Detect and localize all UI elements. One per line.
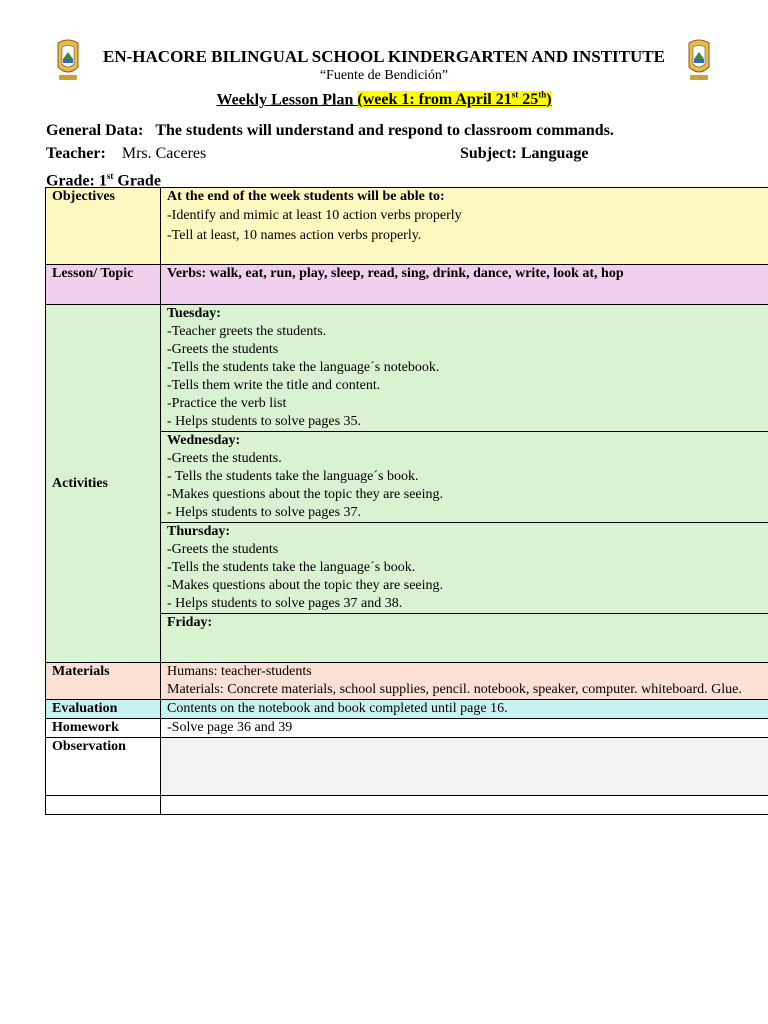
- activities-content: [161, 305, 768, 663]
- homework-row: [46, 719, 768, 738]
- day-title: Tuesday:: [167, 306, 221, 321]
- general-data: [46, 121, 614, 141]
- school-name: EN-HACORE BILINGUAL SCHOOL KINDERGARTEN AND INSTITUTE: [103, 47, 665, 66]
- activity-item: - Helps students to solve pages 37 and 38.: [167, 596, 403, 611]
- activity-item: -Makes questions about the topic they are seeing.: [167, 487, 444, 502]
- row-label-observation: Observation: [46, 738, 161, 796]
- evaluation-content: Contents on the notebook and book completed until page 16.: [161, 700, 768, 719]
- subject-label: Subject: Language: [460, 145, 589, 162]
- materials-content: [161, 663, 768, 700]
- activity-item: -Practice the verb list: [167, 396, 287, 411]
- activity-item: -Tells the students take the language´s notebook.: [167, 360, 440, 375]
- empty-cell: [46, 796, 161, 815]
- objective-item: -Identify and mimic at least 10 action verbs properly: [167, 208, 462, 223]
- activity-item: -Makes questions about the topic they are seeing.: [167, 578, 444, 593]
- objectives-heading: At the end of the week students will be able to:: [167, 189, 445, 204]
- empty-row: [46, 796, 768, 815]
- teacher-name: Mrs. Caceres: [121, 145, 207, 162]
- plan-title-week: (week 1: from April 21st 25th): [357, 90, 552, 109]
- materials-item: Humans: teacher-students: [167, 664, 312, 679]
- grade-line: Grade: 1st Grade: [46, 171, 161, 190]
- lesson-plan-table: [45, 187, 768, 815]
- row-label-objectives: Objectives: [46, 188, 161, 265]
- teacher-label: Teacher:: [46, 145, 106, 162]
- day-block-friday: [161, 614, 768, 662]
- activity-item: -Greets the students.: [167, 451, 282, 466]
- topic-content: Verbs: walk, eat, run, play, sleep, read, sing, drink, dance, write, look at, hop: [161, 265, 768, 305]
- objectives-content: [161, 188, 768, 265]
- day-title: Friday:: [167, 615, 213, 630]
- activity-item: -Greets the students: [167, 542, 279, 557]
- objectives-row: [46, 188, 768, 265]
- activity-item: -Tells the students take the language´s book.: [167, 560, 416, 575]
- row-label-evaluation: Evaluation: [46, 700, 161, 719]
- day-block-tuesday: [161, 305, 768, 432]
- teacher-line: [46, 144, 606, 164]
- observation-row: [46, 738, 768, 796]
- document-header: [0, 46, 768, 111]
- activities-row: [46, 305, 768, 663]
- row-label-materials: Materials: [46, 663, 161, 700]
- observation-content: [161, 738, 768, 796]
- row-label-homework: Homework: [46, 719, 161, 738]
- plan-title: Weekly Lesson Plan (week 1: from April 21st 25th): [216, 90, 552, 109]
- evaluation-row: [46, 700, 768, 719]
- general-data-value: The students will understand and respond to classroom commands.: [155, 122, 614, 139]
- activity-item: - Tells the students take the language´s book.: [167, 469, 419, 484]
- homework-content: -Solve page 36 and 39: [161, 719, 768, 738]
- objective-item: -Tell at least, 10 names action verbs properly.: [167, 228, 422, 243]
- day-title: Thursday:: [167, 524, 231, 539]
- day-block-thursday: [161, 523, 768, 614]
- activity-item: -Greets the students: [167, 342, 279, 357]
- materials-item: Materials: Concrete materials, school supplies, pencil. notebook, speaker, computer. whiteboard. Glue.: [167, 682, 742, 697]
- topic-row: [46, 265, 768, 305]
- activity-item: -Teacher greets the students.: [167, 324, 327, 339]
- row-label-activities: Activities: [46, 305, 161, 663]
- empty-cell: [161, 796, 768, 815]
- school-motto: “Fuente de Bendición”: [319, 68, 449, 83]
- activity-item: - Helps students to solve pages 37.: [167, 505, 362, 520]
- day-block-wednesday: [161, 432, 768, 523]
- row-label-topic: Lesson/ Topic: [46, 265, 161, 305]
- day-title: Wednesday:: [167, 433, 241, 448]
- activity-item: -Tells them write the title and content.: [167, 378, 381, 393]
- materials-row: [46, 663, 768, 700]
- general-data-label: General Data:: [46, 122, 144, 139]
- activity-item: - Helps students to solve pages 35.: [167, 414, 362, 429]
